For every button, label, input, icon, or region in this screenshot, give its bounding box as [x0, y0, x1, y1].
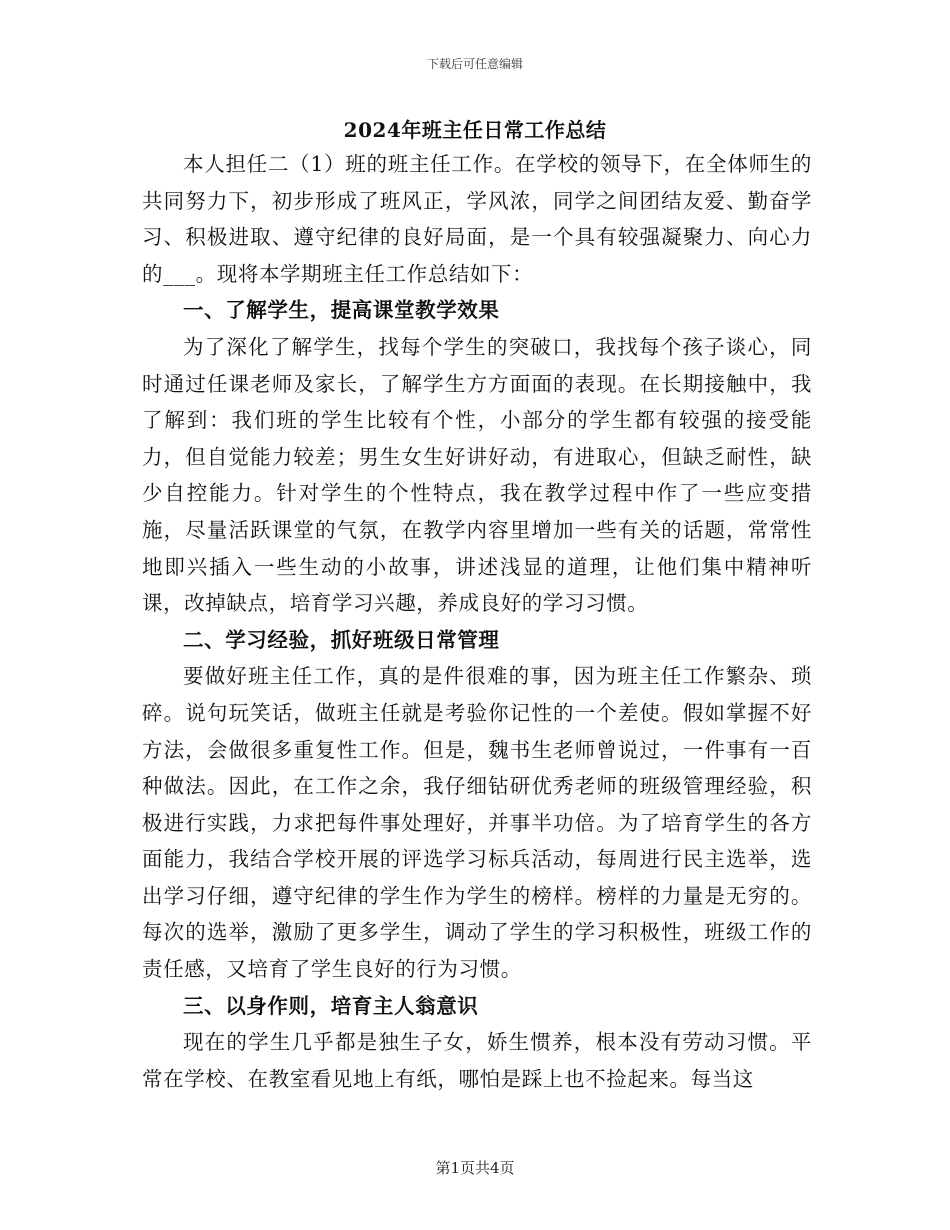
section-heading-2: 二、学习经验，抓好班级日常管理: [183, 627, 500, 652]
section-2-paragraph: 要做好班主任工作，真的是件很难的事，因为班主任工作繁杂、琐碎。说句玩笑话，做班主任就是考验你记性的一个差使。假如掌握不好方法，会做很多重复性工作。但是，魏书生老师曾说过，一件事有一百种做法。因此，在工作之余，我仔细钻研优秀老师的班级管理经验，积极进行实践，力求把每件事处理好，并事半功倍。为了培育学生的各方面能力，我结合学校开展的评选学习标兵活动，每周进行民主选举，选出学习仔细，遵守纪律的学生作为学生的榜样。榜样的力量是无穷的。每次的选举，激励了更多学生，调动了学生的学习积极性，班级工作的责任感，又培育了学生良好的行为习惯。: [142, 664, 812, 982]
document-title: 2024年班主任日常工作总结: [343, 118, 607, 142]
section-3-paragraph: 现在的学生几乎都是独生子女，娇生惯养，根本没有劳动习惯。平常在学校、在教室看见地上有纸，哪怕是踩上也不捡起来。每当这: [142, 1030, 812, 1091]
intro-paragraph: 本人担任二（1）班的班主任工作。在学校的领导下，在全体师生的共同努力下，初步形成了班风正，学风浓，同学之间团结友爱、勤奋学习、积极进取、遵守纪律的良好局面，是一个具有较强凝聚力、向心力的___。现将本学期班主任工作总结如下：: [142, 152, 812, 286]
page-number: 第1页共4页: [435, 1159, 515, 1177]
section-heading-1: 一、了解学生，提高课堂教学效果: [183, 298, 500, 323]
header-note: 下载后可任意编辑: [426, 57, 523, 71]
document-body: [142, 146, 812, 1097]
section-1-paragraph: 为了深化了解学生，找每个学生的突破口，我找每个孩子谈心，同时通过任课老师及家长，了解学生方方面面的表现。在长期接触中，我了解到：我们班的学生比较有个性，小部分的学生都有较强的接受能力，但自觉能力较差；男生女生好讲好动，有进取心，但缺乏耐性，缺少自控能力。针对学生的个性特点，我在教学过程中作了一些应变措施，尽量活跃课堂的气氛，在教学内容里增加一些有关的话题，常常性地即兴插入一些生动的小故事，讲述浅显的道理，让他们集中精神听课，改掉缺点，培育学习兴趣，养成良好的学习习惯。: [142, 334, 812, 616]
section-heading-3: 三、以身作则，培育主人翁意识: [183, 993, 479, 1018]
